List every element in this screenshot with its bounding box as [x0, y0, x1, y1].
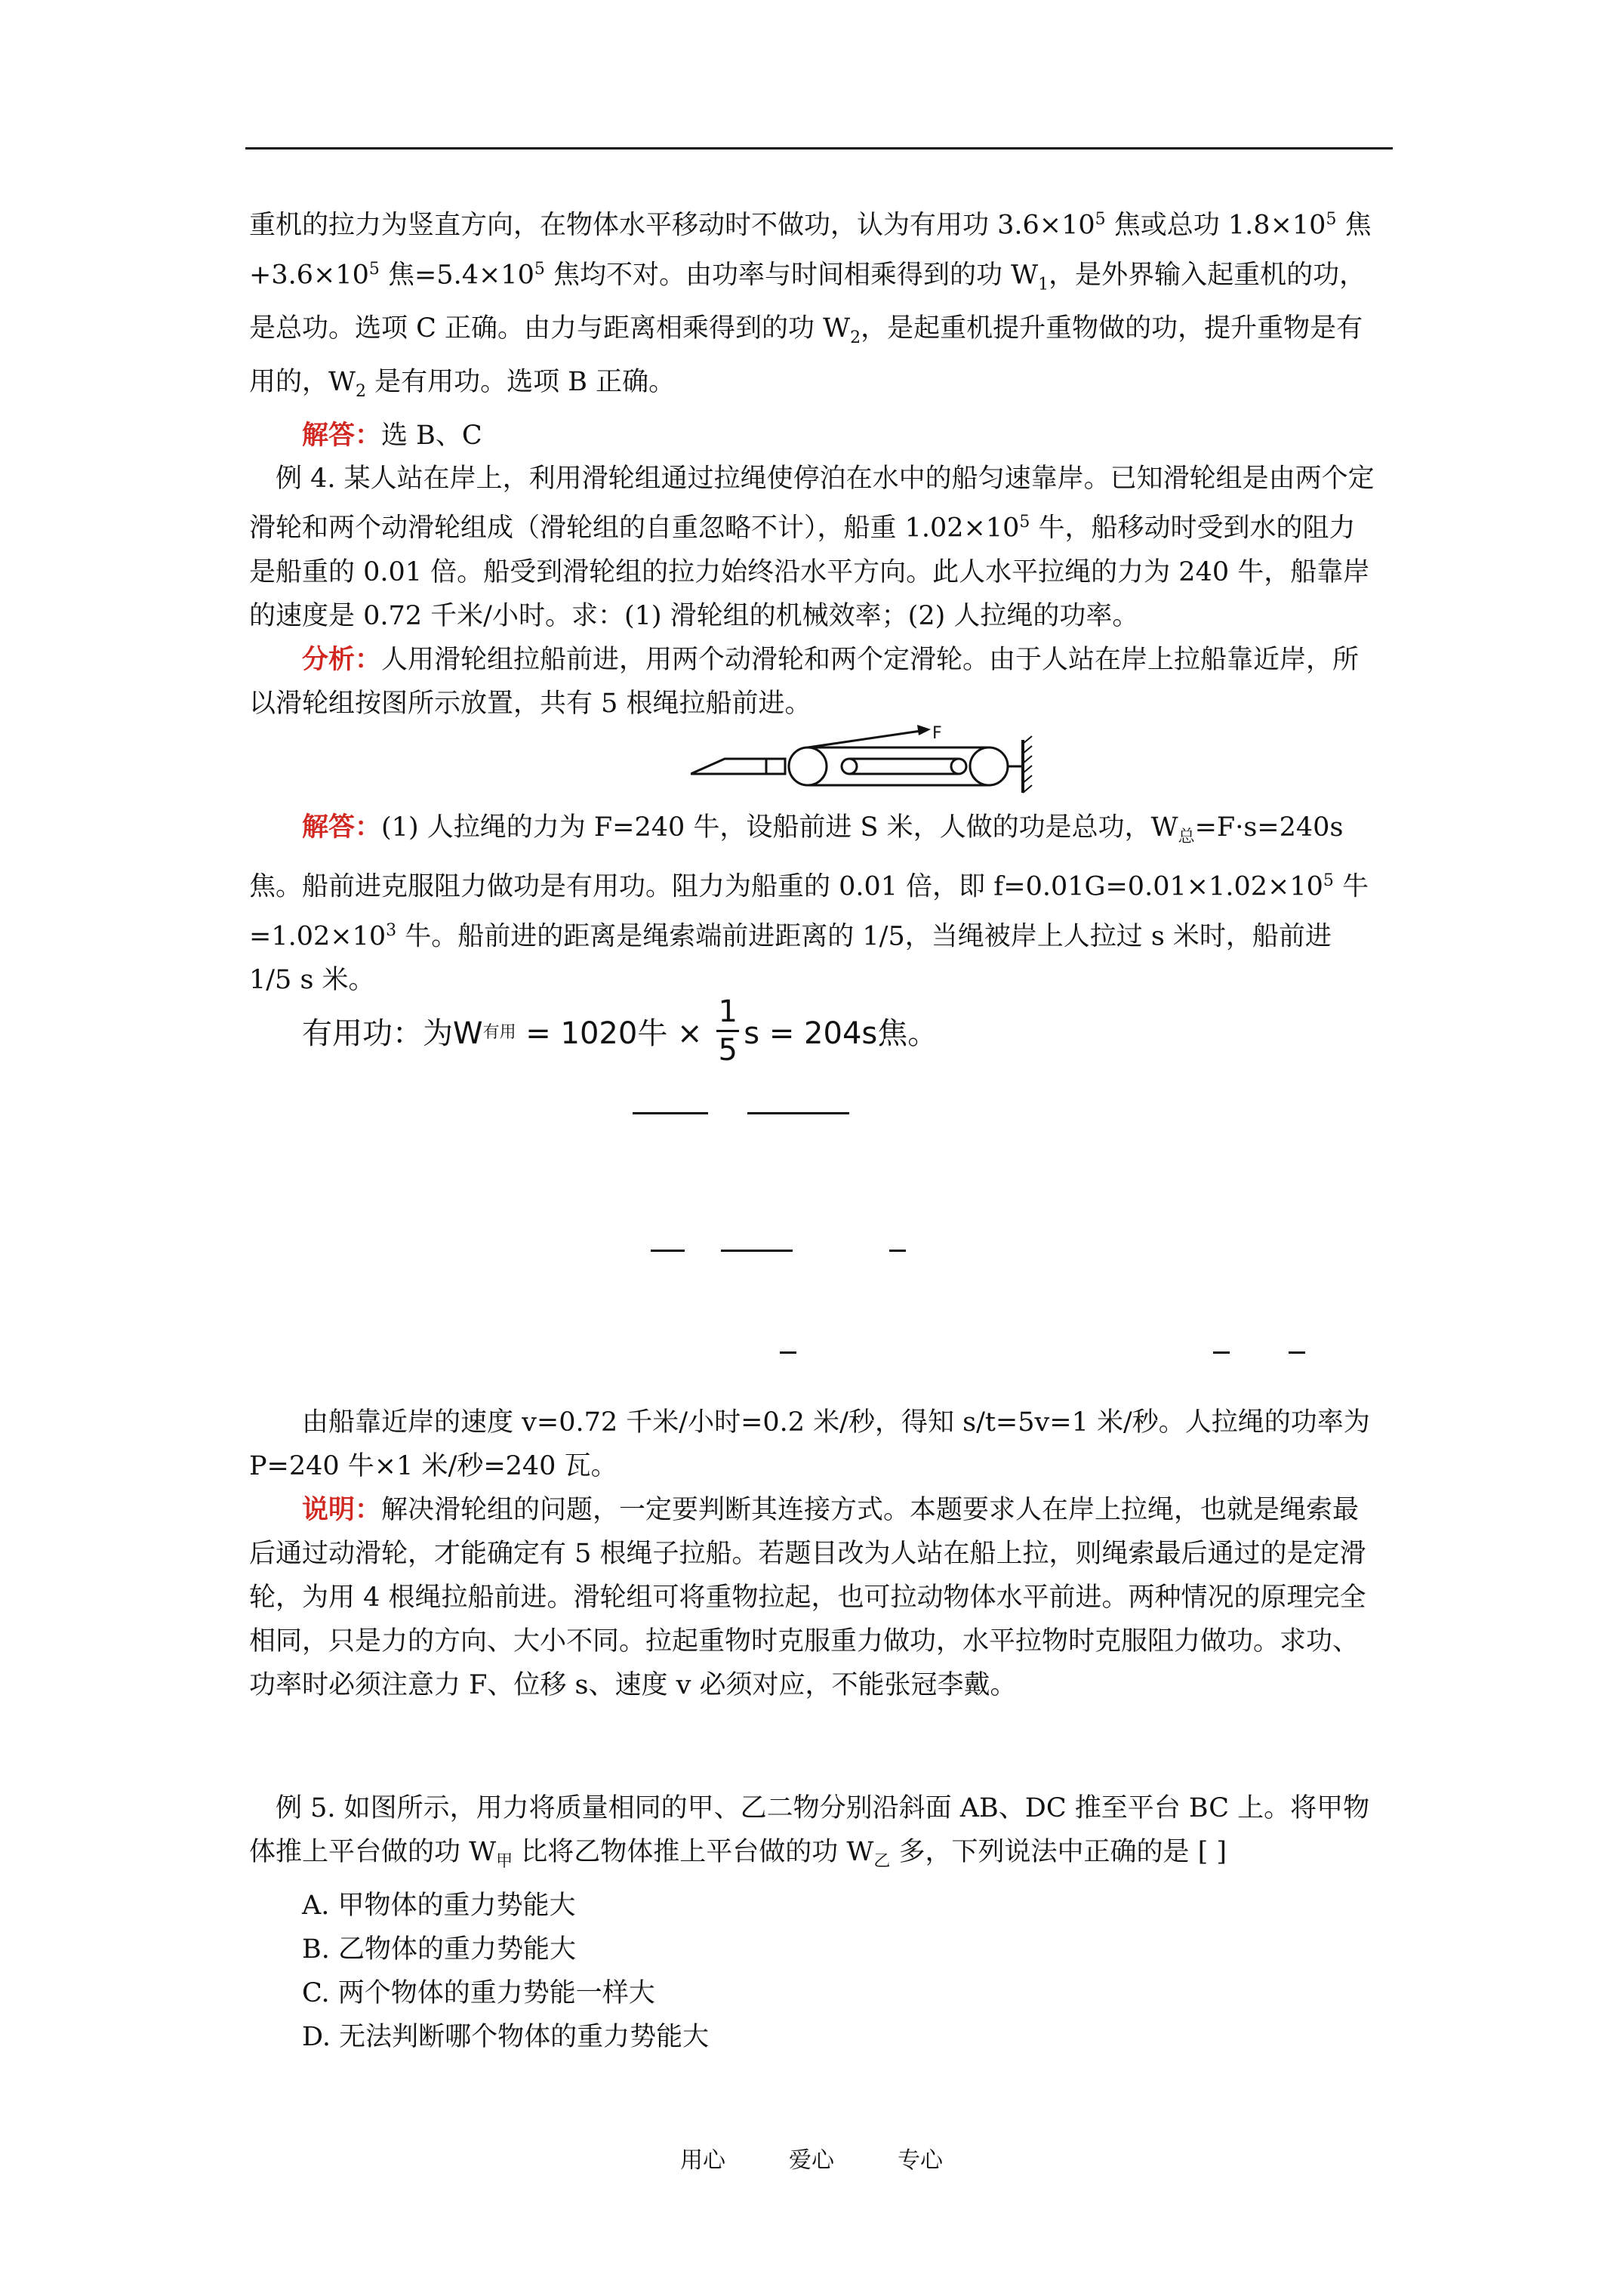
- footer-item: 专心: [898, 2147, 943, 2174]
- pulley-diagram: [691, 725, 1053, 800]
- example-4: [249, 457, 1381, 726]
- note-text: 说明：解决滑轮组的问题，一定要判断其连接方式。本题要求人在岸上拉绳，也就是绳索最后通过动滑轮，才能确定有 5 根绳子拉船。若题目改为人站在船上拉，则绳索最后通过的是定滑轮，为用 4 根绳拉船前进。滑轮组可将重物拉起，也可拉动物体水平前进。两种情况的原理完全相同，只是力的方向、大小不同。拉起重物时克服重力做功，水平拉物时克服阻力做功。求功、功率时必须注意力 F、位移 s、速度 v 必须对应，不能张冠李戴。: [249, 1494, 1366, 1700]
- dash-fragment: [721, 1250, 793, 1252]
- answer-text: 解答：(1) 人拉绳的力为 F=240 牛，设船前进 S 米，人做的功是总功，$W_总=F\cdot s=240s$ 焦。船前进克服阻力做功是有用功。阻力为船重的 0.01 倍，即 $f=0.01G=0.01\times 1.02\times 10^5$ 牛$=1.02\times 10^3$ 牛。船前进的距离是绳索端前进距离的 1/5，当绳被岸上人拉过 s 米时，船前进 1/5 s 米。: [249, 812, 1369, 996]
- answer-3: 解答：选 B、C: [302, 420, 482, 451]
- example-5-text: 例 5. 如图所示，用力将质量相同的甲、乙二物分别沿斜面 AB、DC 推至平台 BC 上。将甲物体推上平台做的功 $W_甲$ 比将乙物体推上平台做的功 $W_乙$ 多，下列说法中正确的是 [ ]: [249, 1793, 1370, 1871]
- footer-item: 用心: [680, 2147, 725, 2174]
- header-rule: [245, 147, 1393, 149]
- option-a: A. 甲物体的重力势能大: [302, 1891, 576, 1921]
- dash-fragment: [747, 1112, 849, 1114]
- useful-work-formula: 有用功：为W 有用 = 1020牛 × $\frac{1}{5}$ s = 204s焦。: [302, 994, 938, 1068]
- dash-fragment: [651, 1250, 685, 1252]
- dash-fragment: [1289, 1351, 1305, 1354]
- power-and-note: [249, 1401, 1381, 1707]
- example-5: [249, 1786, 1381, 2059]
- dash-fragment: [633, 1112, 708, 1114]
- option-d: D. 无法判断哪个物体的重力势能大: [302, 2022, 710, 2052]
- text-line: 重机的拉力为竖直方向，在物体水平移动时不做功，认为有用功 $3.6\times 10^5$ 焦或总功 $1.8\times 10^5$ 焦$+3.6\times 10^5$ 焦$=5.4\times 10^5$ 焦均不对。由功率与时间相乘得到的功 $W_1$，是外界输入起重机的功，是总功。选项 C 正确。由力与距离相乘得到的功 $W_2$，是起重机提升重物做的功，提升重物是有用的，$W_2$ 是有用功。选项 B 正确。: [249, 210, 1372, 402]
- dash-fragment: [780, 1351, 796, 1354]
- dash-fragment: [1213, 1351, 1230, 1354]
- option-c: C. 两个物体的重力势能一样大: [302, 1978, 655, 2008]
- force-label: F: [932, 725, 942, 743]
- example-4-text: 例 4. 某人站在岸上，利用滑轮组通过拉绳使停泊在水中的船匀速靠岸。已知滑轮组是由两个定滑轮和两个动滑轮组成（滑轮组的自重忽略不计），船重 $1.02\times 10^5$ 牛，船移动时受到水的阻力是船重的 0.01 倍。船受到滑轮组的拉力始终沿水平方向。此人水平拉绳的力为 240 牛，船靠岸的速度是 0.72 千米/小时。求：(1) 滑轮组的机械效率；(2) 人拉绳的功率。: [249, 464, 1375, 631]
- option-b: B. 乙物体的重力势能大: [302, 1934, 576, 1965]
- paragraph-continuation: [249, 198, 1381, 458]
- dash-fragment: [889, 1250, 906, 1252]
- fraction: $\frac{1}{5}$: [716, 994, 739, 1068]
- page-footer: [0, 2141, 1623, 2174]
- power-text: 由船靠近岸的速度 v=0.72 千米/小时=0.2 米/秒，得知 s/t=5v=1 米/秒。人拉绳的功率为 P=240 牛×1 米/秒=240 瓦。: [249, 1407, 1370, 1481]
- footer-item: 爱心: [789, 2147, 834, 2174]
- example-4-analysis: 分析：人用滑轮组拉船前进，用两个动滑轮和两个定滑轮。由于人站在岸上拉船靠近岸，所以滑轮组按图所示放置，共有 5 根绳拉船前进。: [249, 643, 1360, 719]
